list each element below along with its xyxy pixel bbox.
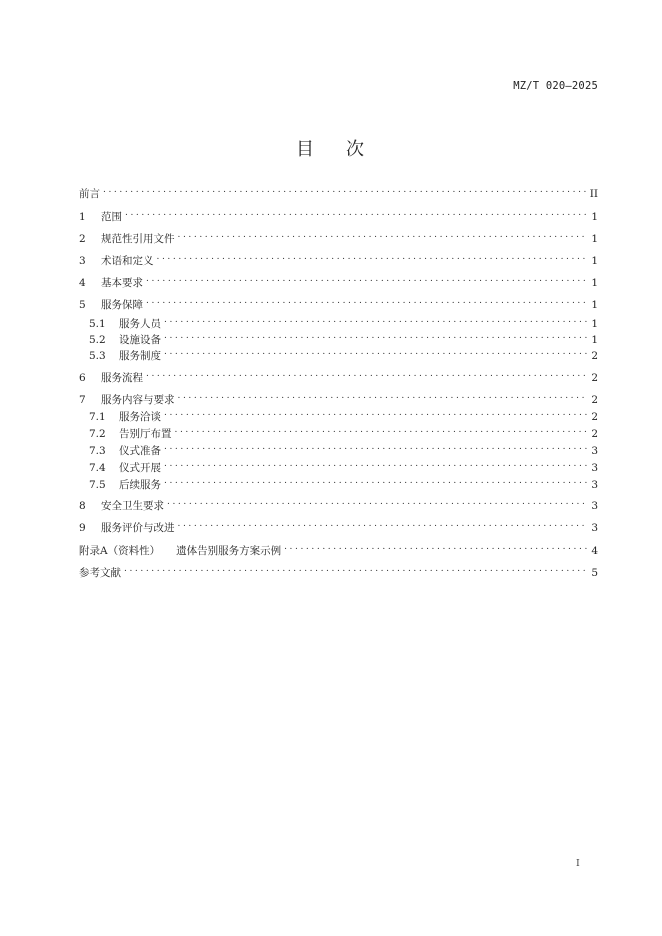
leader-dots: [164, 406, 587, 420]
toc-entry-number: 5.1: [89, 318, 106, 330]
leader-dots: [164, 457, 587, 471]
toc-entry-7-4[interactable]: [89, 457, 598, 474]
toc-entry-number: 3: [79, 255, 86, 267]
toc-entry-label: 服务评价与改进: [101, 522, 175, 534]
toc-entry-page: 2: [591, 394, 598, 406]
toc-entry-number: 7.2: [89, 428, 106, 440]
toc-entry-number: 7.1: [89, 411, 106, 423]
toc-entry-label: 仪式开展: [119, 462, 161, 474]
toc-entry-5-3[interactable]: [89, 345, 598, 362]
leader-dots: [284, 540, 587, 554]
toc-entry-8[interactable]: [79, 495, 598, 512]
toc-entry-label: 规范性引用文件: [101, 233, 175, 245]
toc-entry-number: 5.3: [89, 350, 106, 362]
toc-entry-1[interactable]: [79, 206, 598, 223]
toc-entry-5-1[interactable]: [89, 313, 598, 330]
toc-entry-page: 5: [591, 567, 598, 579]
toc-entry-label: 后续服务: [119, 479, 161, 491]
toc-entry-number: 5: [79, 299, 86, 311]
toc-entry-references[interactable]: [79, 562, 598, 579]
toc-entry-number: 7.5: [89, 479, 106, 491]
leader-dots: [175, 423, 588, 437]
toc-entry-annex-a[interactable]: [79, 540, 598, 557]
leader-dots: [178, 389, 588, 403]
toc-entry-number: 7: [79, 394, 86, 406]
toc-entry-7-2[interactable]: [89, 423, 598, 440]
page-number: I: [576, 858, 580, 869]
toc-entry-label: 服务流程: [101, 372, 143, 384]
toc-entry-page: 1: [591, 299, 598, 311]
toc-entry-page: 2: [591, 372, 598, 384]
toc-entry-page: 1: [591, 255, 598, 267]
leader-dots: [178, 517, 588, 531]
toc-entry-number: 7.3: [89, 445, 106, 457]
toc-entry-label: 服务洽谈: [119, 411, 161, 423]
leader-dots: [164, 329, 587, 343]
toc-entry-page: 1: [591, 334, 598, 346]
leader-dots: [103, 183, 587, 197]
leader-dots: [164, 474, 587, 488]
toc-entry-label: 服务保障: [101, 299, 143, 311]
leader-dots: [164, 345, 587, 359]
document-code: MZ/T 020—2025: [513, 80, 598, 92]
toc-entry-label: 参考文献: [79, 567, 121, 579]
toc-entry-5[interactable]: [79, 294, 598, 311]
toc-entry-9[interactable]: [79, 517, 598, 534]
toc-entry-page: 1: [591, 318, 598, 330]
toc-entry-7[interactable]: [79, 389, 598, 406]
toc-entry-4[interactable]: [79, 272, 598, 289]
leader-dots: [125, 206, 587, 220]
toc-entry-number: 2: [79, 233, 86, 245]
toc-title-part2: 次: [346, 139, 366, 160]
toc-entry-7-1[interactable]: [89, 406, 598, 423]
toc-entry-7-3[interactable]: [89, 440, 598, 457]
toc-entry-number: 4: [79, 277, 86, 289]
toc-entry-page: 1: [591, 277, 598, 289]
leader-dots: [157, 250, 588, 264]
toc-title-part1: 目: [296, 139, 316, 160]
leader-dots: [146, 367, 587, 381]
toc-entry-page: II: [589, 188, 598, 200]
toc-entry-6[interactable]: [79, 367, 598, 384]
toc-entry-number: 6: [79, 372, 86, 384]
toc-entry-7-5[interactable]: [89, 474, 598, 491]
leader-dots: [167, 495, 587, 509]
toc-entry-page: 3: [591, 479, 598, 491]
toc-entry-5-2[interactable]: [89, 329, 598, 346]
toc-entry-page: 1: [591, 233, 598, 245]
toc-entry-label: 范围: [101, 211, 122, 223]
toc-entry-label: 仪式准备: [119, 445, 161, 457]
toc-entry-label: 遗体告别服务方案示例: [176, 545, 282, 557]
toc-entry-number: 9: [79, 522, 86, 534]
toc-entry-page: 4: [591, 545, 598, 557]
toc-entry-label: 设施设备: [119, 334, 161, 346]
leader-dots: [178, 228, 588, 242]
toc-entry-label: 服务人员: [119, 318, 161, 330]
toc-entry-number: 5.2: [89, 334, 106, 346]
toc-entry-page: 2: [591, 428, 598, 440]
toc-entry-label: 服务内容与要求: [101, 394, 175, 406]
toc-entry-3[interactable]: [79, 250, 598, 267]
toc-entry-page: 3: [591, 445, 598, 457]
toc-annex-type: 附录A（资料性）: [79, 545, 161, 557]
toc-entry-2[interactable]: [79, 228, 598, 245]
toc-entry-page: 2: [591, 411, 598, 423]
toc-entry-label: 基本要求: [101, 277, 143, 289]
leader-dots: [146, 272, 587, 286]
toc-entry-number: 1: [79, 211, 86, 223]
toc-entry-page: 1: [591, 211, 598, 223]
leader-dots: [164, 440, 587, 454]
toc-entry-page: 3: [591, 522, 598, 534]
toc-entry-number: 7.4: [89, 462, 106, 474]
toc-entry-page: 2: [591, 350, 598, 362]
leader-dots: [124, 562, 587, 576]
leader-dots: [146, 294, 587, 308]
leader-dots: [164, 313, 587, 327]
toc-entry-number: 8: [79, 500, 86, 512]
toc-entry-label: 安全卫生要求: [101, 500, 164, 512]
toc-entry-page: 3: [591, 500, 598, 512]
toc-entry-label: 前言: [79, 188, 100, 200]
toc-entry-label: 告别厅布置: [119, 428, 172, 440]
toc-entry-label: 术语和定义: [101, 255, 154, 267]
toc-entry-label: 服务制度: [119, 350, 161, 362]
toc-entry-page: 3: [591, 462, 598, 474]
toc-entry-foreword[interactable]: [79, 183, 598, 200]
